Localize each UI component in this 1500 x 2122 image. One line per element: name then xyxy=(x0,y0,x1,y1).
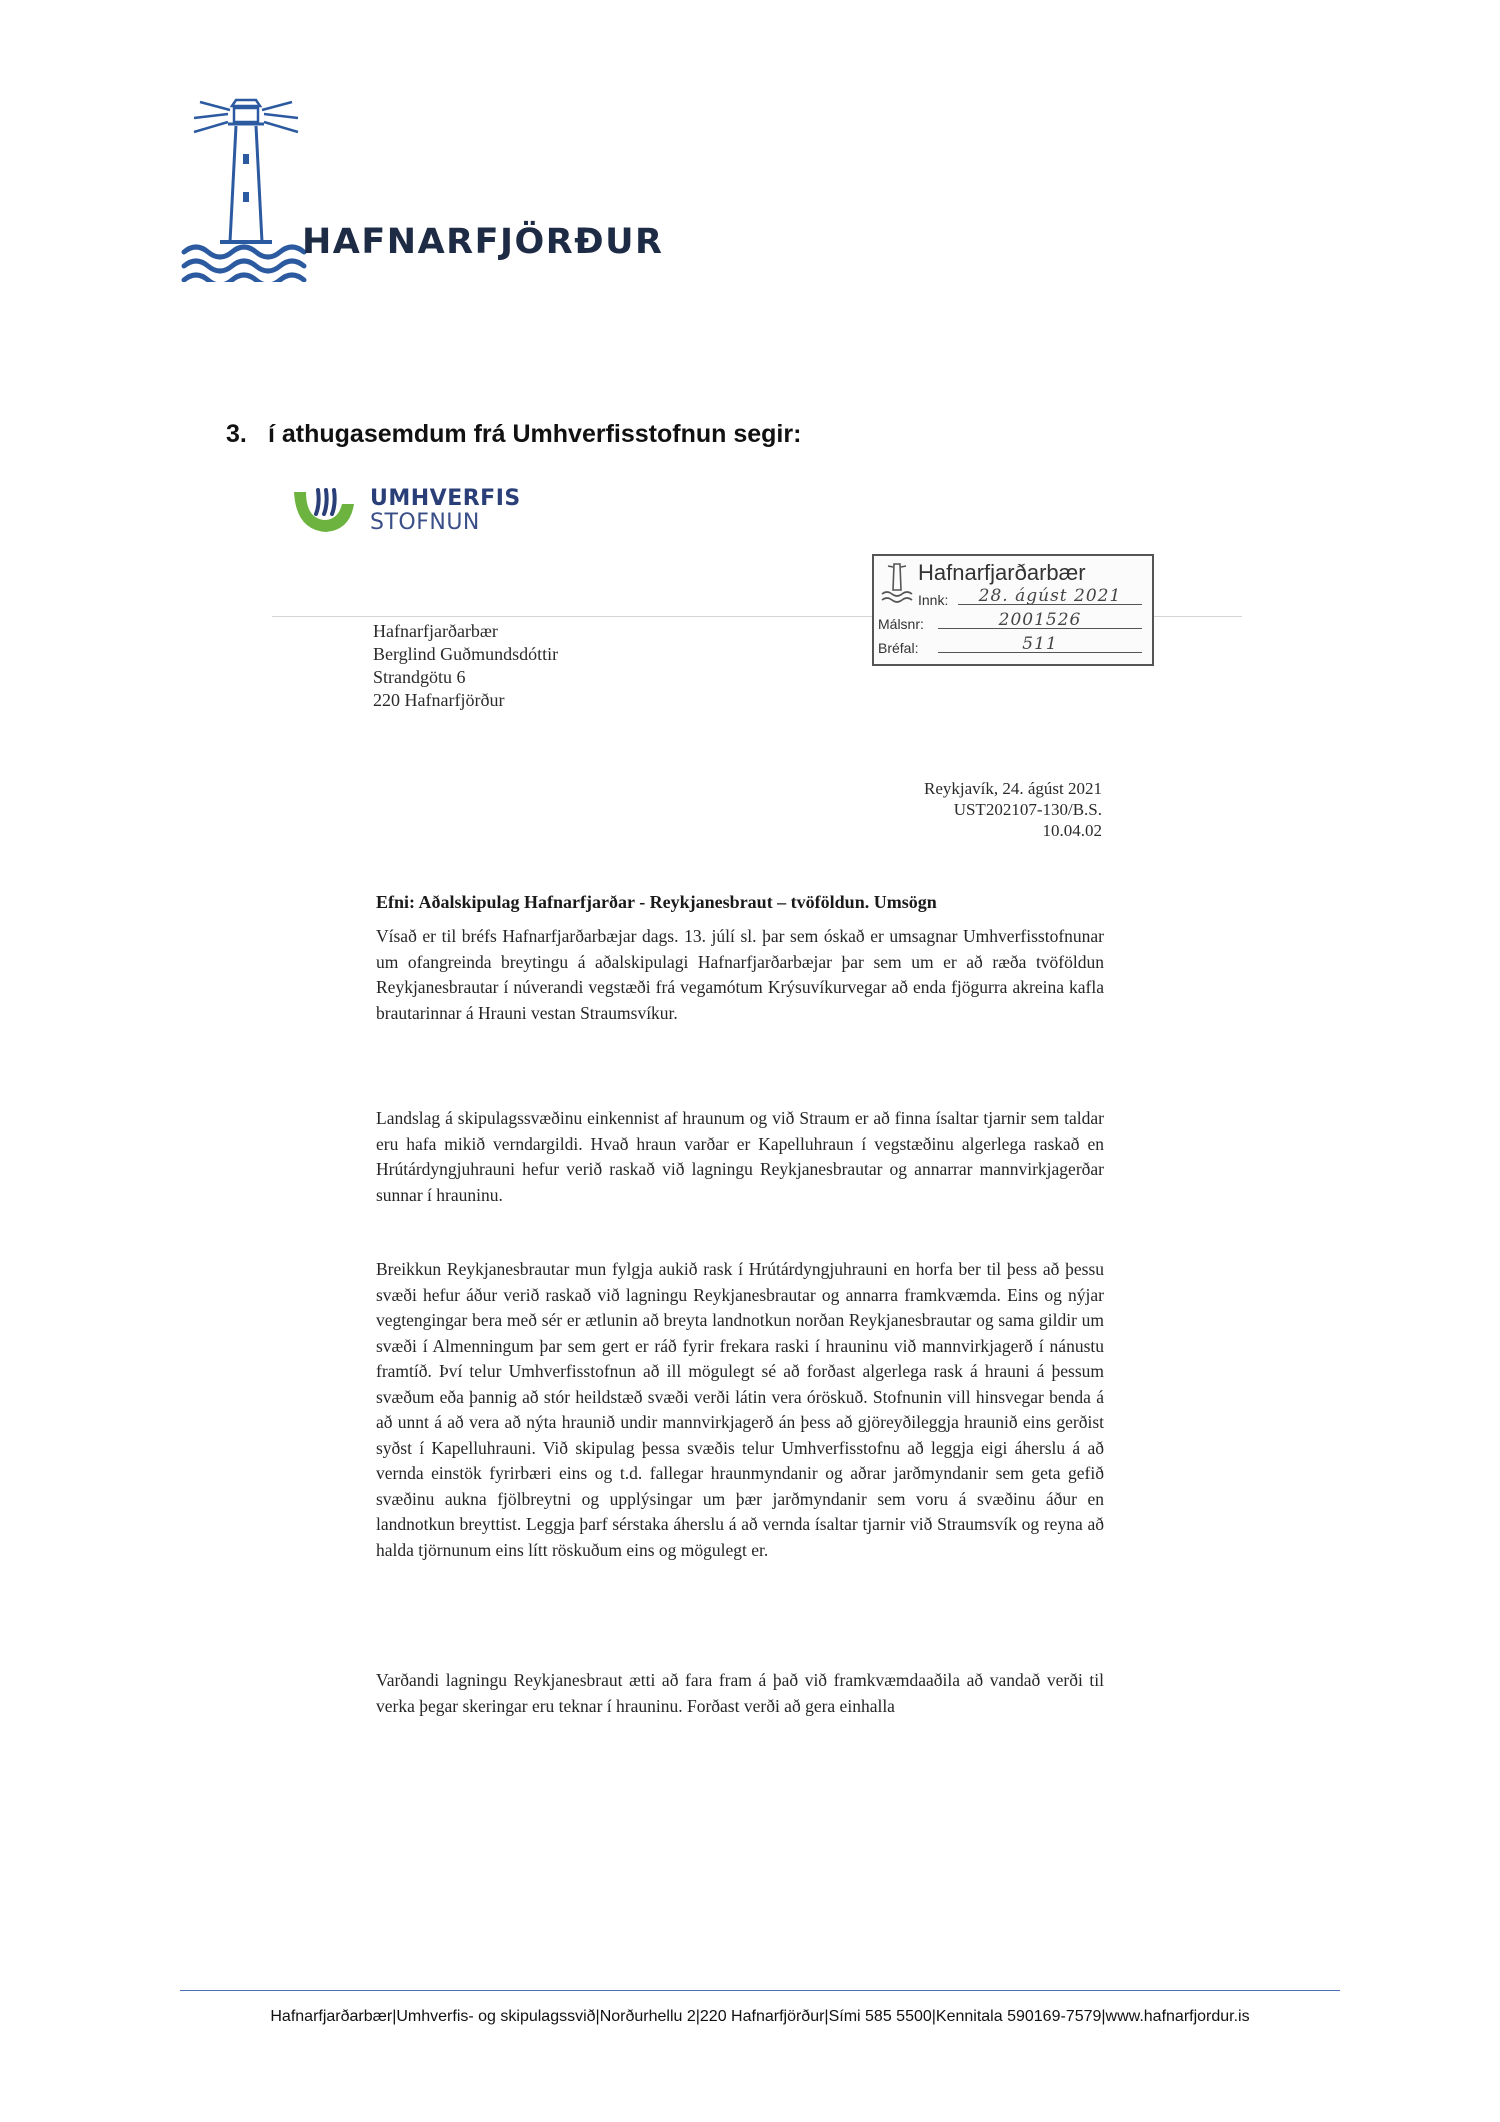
letter-file-number: 10.04.02 xyxy=(1042,821,1102,840)
stamp-lighthouse-icon xyxy=(880,560,914,604)
letter-subject: Efni: Aðalskipulag Hafnarfjarðar - Reykjanesbraut – tvöföldun. Umsögn xyxy=(376,892,937,912)
letter-date: Reykjavík, 24. ágúst 2021 xyxy=(923,779,1102,798)
stamp-brefal-value: 511 xyxy=(938,634,1142,653)
stamp-malsnr-value: 2001526 xyxy=(938,610,1142,629)
section-heading xyxy=(226,420,801,449)
hafnarfjordur-logo xyxy=(180,92,680,282)
body-paragraph: Breikkun Reykjanesbrautar mun fylgja aukið rask í Hrútárdyngjuhrauni en horfa ber til þess að þessu svæði hefur áður verið raskað við lagningu Reykjanesbrautar og annarra framkvæmda. Eins og nýjar vegtengingar bera með sér er ætlunin að breyta landnotkun norðan Reykjanesbrautar og sama gildir um svæði í Almenningum þar sem gert er ráð fyrir frekara raski í hrauninu við mannvirkjagerð í nánustu framtíð. Því telur Umhverfisstofnun að ill mögulegt sé að forðast algerlega rask á hrauni á þessum svæðum eða þannig að stór heildstæð svæði verði látin vera óröskuð. Stofnunin vill hinsvegar benda á að unnt á að vera að nýta hraunið undir mannvirkjagerð án þess að gjöreyðileggja hraunið eins gerðist syðst í Kapelluhrauni. Við skipulag þessa svæðis telur Umhverfisstofnu að leggja eigi áherslu á að vernda einstök fyrirbæri eins og t.d. fallegar hraunmyndanir og aðrar jarðmyndanir sem geta gefið svæðinu aukna fjölbreytni og upplýsingar um þær jarðmyndanir sem voru á svæðinu áður en landnotkun breyttist. Leggja þarf sérstaka áherslu á að vernda ísaltar tjarnir við Straumsvík og reyna að halda tjörnunum eins lítt röskuðum eins og mögulegt er. xyxy=(376,1259,1104,1560)
section-number: 3. xyxy=(226,420,247,448)
stamp-title: Hafnarfjarðarbær xyxy=(918,560,1086,585)
date-reference-block xyxy=(700,778,1102,841)
recipient-line: Hafnarfjarðarbær xyxy=(373,621,498,641)
logo-wordmark: HAFNARFJÖRÐUR xyxy=(302,222,664,262)
footer-divider xyxy=(180,1990,1340,1991)
page-footer: Hafnarfjarðarbær|Umhverfis- og skipulagssvið|Norðurhellu 2|220 Hafnarfjörður|Sími 585 5500|Kennitala 590169-7579|www.hafnarfjordur.is xyxy=(270,2008,1250,2025)
body-paragraph: Vísað er til bréfs Hafnarfjarðarbæjar dags. 13. júlí sl. þar sem óskað er umsagnar Umhverfisstofnunar um ofangreinda breytingu á aðalskipulagi Hafnarfjarðarbæjar þar sem um er að ræða tvöföldun Reykjanesbrautar í núverandi vegstæði frá vegamótum Krýsuvíkurvegar að enda fjögurra akreina kafla brautarinnar á Hrauni vestan Straumsvíkur. xyxy=(376,926,1104,1023)
stamp-brefal-label: Bréfal: xyxy=(878,640,919,656)
stamp-malsnr-label: Málsnr: xyxy=(878,616,924,632)
ust-emblem-icon xyxy=(292,486,358,536)
section-heading-text: í athugasemdum frá Umhverfisstofnun segir: xyxy=(268,420,802,448)
recipient-address xyxy=(373,620,558,712)
lighthouse-icon xyxy=(180,92,310,282)
received-stamp xyxy=(872,554,1154,666)
ust-logo-line1: UMHVERFIS xyxy=(370,486,521,511)
ust-logo-line2: STOFNUN xyxy=(370,510,480,535)
stamp-innk-value: 28. ágúst 2021 xyxy=(958,586,1142,605)
stamp-innk-label: Innk: xyxy=(918,592,949,608)
recipient-line: Strandgötu 6 xyxy=(373,667,466,687)
recipient-line: Berglind Guðmundsdóttir xyxy=(373,644,559,664)
body-paragraph: Landslag á skipulagssvæðinu einkennist af hraunum og við Straum er að finna ísaltar tjarnir sem taldar eru hafa mikið verndargildi. Hvað hraun varðar er Kapelluhraun í vegstæðinu algerlega raskað en Hrútárdyngjuhrauni hefur verið raskað við lagningu Reykjanesbrautar og annarrar mannvirkjagerðar sunnar í hrauninu. xyxy=(376,1108,1104,1205)
body-paragraph: Varðandi lagningu Reykjanesbraut ætti að fara fram á það við framkvæmdaaðila að vandað verði til verka þegar skeringar eru teknar í hrauninu. Forðast verði að gera einhalla xyxy=(376,1670,1104,1716)
recipient-line: 220 Hafnarfjörður xyxy=(373,690,505,710)
umhverfisstofnun-logo xyxy=(292,486,532,542)
letter-reference: UST202107-130/B.S. xyxy=(953,800,1102,819)
